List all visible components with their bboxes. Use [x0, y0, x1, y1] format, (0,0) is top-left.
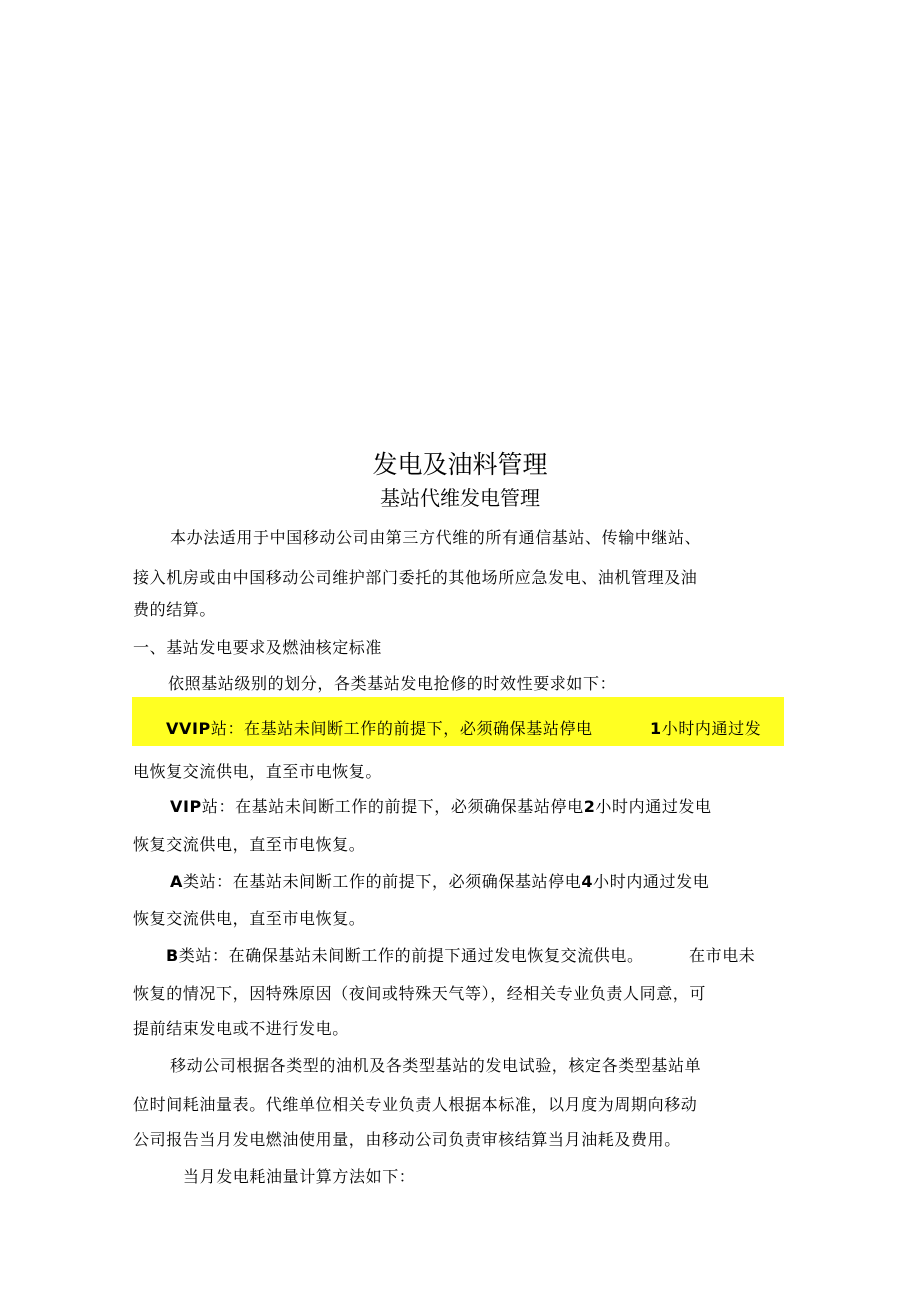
- intro-line-3: 费的结算。: [133, 600, 217, 619]
- class-a-line-1: [170, 872, 709, 892]
- vip-label: VIP: [170, 797, 202, 816]
- vip-text-a: 站：在基站未间断工作的前提下，必须确保基站停电: [201, 797, 584, 816]
- vip-line-1: [170, 797, 712, 817]
- class-b-line-3: 提前结束发电或不进行发电。: [133, 1019, 349, 1038]
- class-a-label: A: [170, 872, 183, 891]
- class-b-text-a: 类站：在确保基站未间断工作的前提下通过发电恢复交流供电。: [178, 946, 644, 965]
- page-title: 发电及油料管理: [372, 450, 548, 479]
- section-intro: 依照基站级别的划分，各类基站发电抢修的时效性要求如下：: [168, 674, 617, 693]
- vvip-line-2: 电恢复交流供电，直至市电恢复。: [133, 762, 383, 781]
- vip-line-2: 恢复交流供电，直至市电恢复。: [133, 835, 366, 854]
- vvip-line-1: [166, 719, 593, 739]
- class-a-text-b: 小时内通过发电: [593, 872, 710, 891]
- vip-text-b: 小时内通过发电: [595, 797, 712, 816]
- vvip-label: VVIP: [166, 719, 211, 738]
- class-a-line-2: 恢复交流供电，直至市电恢复。: [133, 909, 366, 928]
- vvip-text-a: 站：在基站未间断工作的前提下，必须确保基站停电: [210, 719, 593, 738]
- vip-num: 2: [583, 797, 596, 816]
- class-b-line-1b: 在市电未: [689, 946, 756, 965]
- calc-heading: 当月发电耗油量计算方法如下：: [183, 1167, 416, 1186]
- vvip-line-1b: [650, 719, 761, 739]
- class-a-num: 4: [581, 872, 594, 891]
- fuel-para-line-3: 公司报告当月发电燃油使用量，由移动公司负责审核结算当月油耗及费用。: [133, 1130, 681, 1149]
- intro-line-1: 本办法适用于中国移动公司由第三方代维的所有通信基站、传输中继站、: [170, 528, 702, 547]
- intro-line-2: 接入机房或由中国移动公司维护部门委托的其他场所应急发电、油机管理及油: [133, 568, 698, 587]
- vvip-text-b: 小时内通过发: [661, 719, 762, 738]
- page-subtitle: 基站代维发电管理: [380, 486, 540, 510]
- class-b-label: B: [166, 946, 179, 965]
- fuel-para-line-2: 位时间耗油量表。代维单位相关专业负责人根据本标准，以月度为周期向移动: [133, 1095, 698, 1114]
- class-b-line-2: 恢复的情况下，因特殊原因（夜间或特殊天气等），经相关专业负责人同意，可: [133, 984, 707, 1003]
- class-b-line-1: [166, 946, 644, 966]
- fuel-para-line-1: 移动公司根据各类型的油机及各类型基站的发电试验，核定各类型基站单: [170, 1056, 702, 1075]
- class-a-text-a: 类站：在基站未间断工作的前提下，必须确保基站停电: [182, 872, 582, 891]
- vvip-num: 1: [650, 719, 662, 738]
- section-heading: 一、基站发电要求及燃油核定标准: [133, 638, 383, 657]
